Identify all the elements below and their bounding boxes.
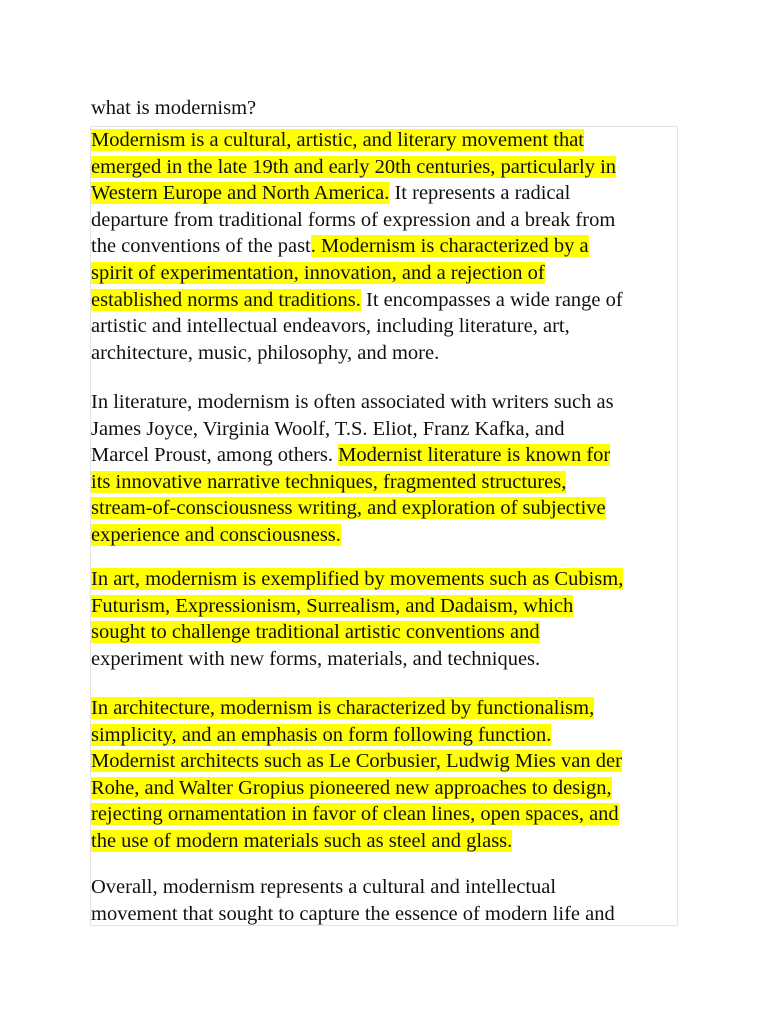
- plain-text: James Joyce, Virginia Woolf, T.S. Eliot, Franz Kafka, and: [91, 417, 565, 440]
- highlighted-text: Modernist architects such as Le Corbusier, Ludwig Mies van der: [91, 750, 622, 773]
- document-heading: what is modernism?: [91, 97, 257, 119]
- plain-text: departure from traditional forms of expression and a break from: [91, 208, 616, 231]
- text-line: [91, 287, 623, 314]
- highlighted-text: sought to challenge traditional artistic conventions and: [91, 621, 540, 644]
- highlighted-text: . Modernism is characterized by a: [310, 235, 589, 258]
- text-line: [91, 389, 614, 416]
- plain-text: movement that sought to capture the essence of modern life and: [91, 902, 615, 925]
- highlighted-text: rejecting ornamentation in favor of clean lines, open spaces, and: [91, 803, 619, 826]
- text-line: [91, 828, 622, 855]
- highlighted-text: In architecture, modernism is characterized by functionalism,: [91, 697, 595, 719]
- paragraph-art: [91, 566, 623, 672]
- text-line: [91, 495, 614, 522]
- text-line: [91, 722, 622, 749]
- text-line: [91, 469, 614, 496]
- plain-text: architecture, music, philosophy, and more.: [91, 341, 440, 364]
- paragraph-literature: [91, 389, 614, 549]
- paragraph-architecture: [91, 695, 622, 855]
- highlighted-text: simplicity, and an emphasis on form following function.: [91, 723, 552, 746]
- text-line: [91, 313, 623, 340]
- text-line: [91, 801, 622, 828]
- text-line: [91, 207, 623, 234]
- text-line: [91, 593, 623, 620]
- highlighted-text: Rohe, and Walter Gropius pioneered new approaches to design,: [91, 776, 612, 799]
- text-line: [91, 416, 614, 443]
- text-line: [91, 566, 623, 593]
- text-line: [91, 260, 623, 287]
- plain-text: It represents a radical: [389, 182, 571, 205]
- plain-text: Marcel Proust, among others.: [91, 444, 339, 467]
- text-block: [90, 126, 678, 926]
- text-line: [91, 646, 623, 673]
- highlighted-text: experience and consciousness.: [91, 523, 341, 546]
- text-line: [91, 775, 622, 802]
- text-line: [91, 180, 623, 207]
- plain-text: artistic and intellectual endeavors, including literature, art,: [91, 315, 570, 338]
- plain-text: Overall, modernism represents a cultural and intellectual: [91, 876, 557, 898]
- paragraph-overall: [91, 874, 615, 926]
- highlighted-text: stream-of-consciousness writing, and exploration of subjective: [91, 497, 606, 520]
- text-line: [91, 154, 623, 181]
- text-line: [91, 695, 622, 722]
- highlighted-text: Futurism, Expressionism, Surrealism, and Dadaism, which: [91, 594, 574, 617]
- highlighted-text: spirit of experimentation, innovation, and a rejection of: [91, 261, 545, 284]
- text-line: [91, 748, 622, 775]
- text-line: [91, 901, 615, 926]
- plain-text: experiment with new forms, materials, and techniques.: [91, 647, 541, 670]
- highlighted-text: Modernist literature is known for: [338, 444, 611, 467]
- highlighted-text: Western Europe and North America.: [91, 182, 390, 205]
- text-line: [91, 340, 623, 367]
- plain-text: It encompasses a wide range of: [360, 288, 623, 311]
- highlighted-text: established norms and traditions.: [91, 288, 361, 311]
- paragraph-intro: [91, 127, 623, 366]
- text-line: [91, 233, 623, 260]
- highlighted-text: Modernism is a cultural, artistic, and literary movement that: [91, 129, 585, 151]
- plain-text: the conventions of the past: [91, 235, 311, 258]
- highlighted-text: In art, modernism is exemplified by movements such as Cubism,: [91, 568, 624, 590]
- text-line: [91, 127, 623, 154]
- highlighted-text: its innovative narrative techniques, fragmented structures,: [91, 470, 567, 493]
- text-line: [91, 619, 623, 646]
- text-line: [91, 522, 614, 549]
- text-line: [91, 442, 614, 469]
- plain-text: In literature, modernism is often associated with writers such as: [91, 391, 614, 413]
- highlighted-text: emerged in the late 19th and early 20th centuries, particularly in: [91, 155, 617, 178]
- text-line: [91, 874, 615, 901]
- highlighted-text: the use of modern materials such as steel and glass.: [91, 829, 513, 852]
